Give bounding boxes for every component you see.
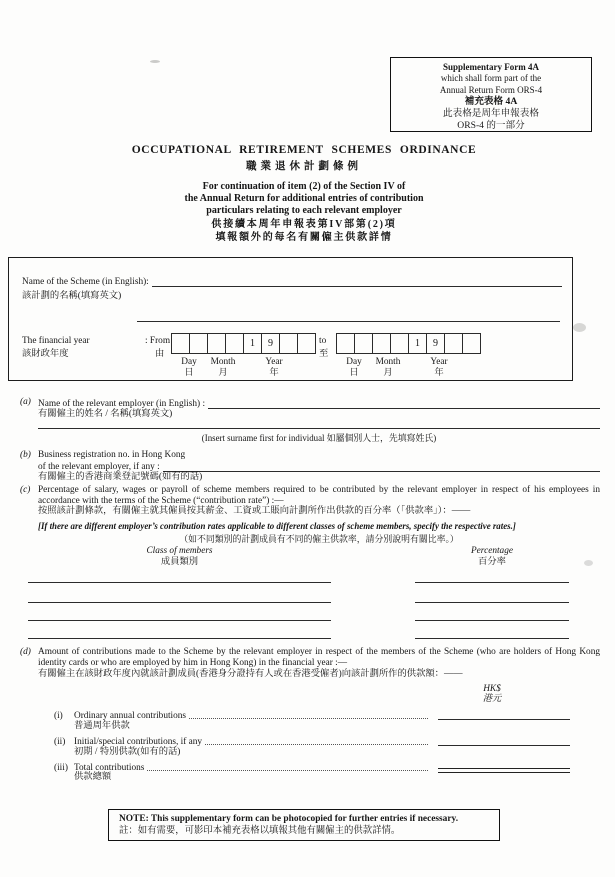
date-cell[interactable] xyxy=(171,333,190,354)
contribution-rate-text-zh: 按照該計劃條款，有關僱主就其僱員按其薪金、工資或工賬向計劃所作出供款的百分率（「供款率」）：—— xyxy=(38,506,471,516)
from-label-zh: 由 xyxy=(155,349,165,359)
page-title: OCCUPATIONAL RETIREMENT SCHEMES ORDINANCE xyxy=(131,144,477,156)
date-cell[interactable] xyxy=(297,333,316,354)
to-month-label: Month xyxy=(375,357,401,367)
contribution-amount-text: Amount of contributions made to the Scheme by the relevant employer in respect of the members of the Scheme (who are holders of Hong Kong identity cards or who are employed by him in Hong Kong) in the financial year :— xyxy=(38,647,600,668)
date-cell[interactable]: 9 xyxy=(261,333,280,354)
subtitle-line1-zh: 供接續本周年申報表第IV部第(2)項 xyxy=(211,219,397,230)
from-year-label-zh: 年 xyxy=(269,368,279,378)
initial-contributions-row xyxy=(54,735,430,747)
scheme-name-input-line[interactable] xyxy=(152,275,562,287)
currency-label: HK$ xyxy=(483,684,501,694)
supplementary-form-ref-box xyxy=(390,57,592,132)
ref-box-title: Supplementary Form 4A xyxy=(443,62,539,72)
employer-name-input-line[interactable] xyxy=(208,397,600,409)
class-of-members-input-line[interactable] xyxy=(28,601,331,603)
initial-contributions-input-line[interactable] xyxy=(438,744,570,746)
date-cell[interactable]: 9 xyxy=(426,333,445,354)
ordinary-contributions-input-line[interactable] xyxy=(438,718,570,720)
brn-label-zh: 有關僱主的香港商業登記號碼(如有的話) xyxy=(38,472,203,482)
initial-contributions-label-zh: 初期 / 特別供款(如有的話) xyxy=(74,747,181,757)
item-iii-number: (iii) xyxy=(54,762,68,773)
dotted-leader xyxy=(189,709,428,719)
financial-year-label: The financial year xyxy=(22,336,90,346)
class-of-members-input-line[interactable] xyxy=(28,581,331,583)
date-cell[interactable] xyxy=(207,333,226,354)
ref-box-line5-zh: 此表格是周年申報表格 xyxy=(443,107,539,119)
date-to-cells xyxy=(337,333,481,354)
ref-box-line3: Annual Return Form ORS-4 xyxy=(439,84,543,95)
to-year-label: Year xyxy=(430,357,448,367)
scheme-name-label-zh: 該計劃的名稱(填寫英文) xyxy=(22,291,122,301)
to-month-label-zh: 月 xyxy=(383,368,393,378)
from-month-label: Month xyxy=(210,357,236,367)
surname-caption: (Insert surname first for individual 如屬個別人士，先填寫姓氏) xyxy=(201,433,437,443)
class-of-members-input-line[interactable] xyxy=(28,637,331,639)
from-label: : From xyxy=(145,336,171,346)
scan-artifact xyxy=(584,560,593,566)
to-day-label-zh: 日 xyxy=(349,368,359,378)
brn-row xyxy=(38,460,600,472)
scheme-name-row xyxy=(22,275,562,287)
class-of-members-header: Class of members xyxy=(146,546,213,556)
scan-artifact xyxy=(573,323,586,332)
note-box xyxy=(108,809,500,841)
from-month-label-zh: 月 xyxy=(218,368,228,378)
date-cell[interactable] xyxy=(279,333,298,354)
from-day-label-zh: 日 xyxy=(184,368,194,378)
date-cell[interactable] xyxy=(390,333,409,354)
subtitle-line3: particulars relating to each relevant employer xyxy=(206,205,402,216)
class-of-members-input-line[interactable] xyxy=(28,619,331,621)
brn-input-line[interactable] xyxy=(163,460,600,472)
page-title-zh: 職業退休計劃條例 xyxy=(246,161,362,172)
to-day-label: Day xyxy=(346,357,362,367)
total-contributions-label: Total contributions xyxy=(74,762,145,773)
ordinary-contributions-label-zh: 普通周年供款 xyxy=(74,721,130,731)
date-cell[interactable]: 1 xyxy=(243,333,262,354)
item-i-number: (i) xyxy=(54,710,63,721)
employer-name-label-zh: 有關僱主的姓名 / 名稱(填寫英文) xyxy=(38,409,173,419)
date-cell[interactable] xyxy=(372,333,391,354)
subtitle-line2: the Annual Return for additional entries of contribution xyxy=(184,193,424,204)
ref-box-line2: which shall form part of the xyxy=(440,73,542,84)
ref-box-line6-zh: ORS-4 的一部分 xyxy=(457,119,525,131)
scheme-name-input-line-2[interactable] xyxy=(137,320,560,322)
section-a-number: (a) xyxy=(20,397,31,407)
contribution-amount-text-zh: 有關僱主在該財政年度內就該計劃成員(香港身分證持有人或在香港受僱者)向該計劃所作的供款額：—— xyxy=(38,669,463,679)
dotted-leader xyxy=(147,761,428,771)
total-contributions-label-zh: 供款總額 xyxy=(74,772,112,782)
to-label-zh: 至 xyxy=(319,349,329,359)
class-of-members-header-zh: 成員類別 xyxy=(160,557,199,567)
initial-contributions-label: Initial/special contributions, if any xyxy=(74,736,203,747)
note-text-zh: 註：如有需要，可影印本補充表格以填報其他有關僱主的供款詳情。 xyxy=(119,825,401,836)
date-cell[interactable] xyxy=(225,333,244,354)
different-rates-note: [If there are different employer’s contribution rates applicable to different classes of scheme members, specify the respective rates.] xyxy=(38,521,516,531)
different-rates-note-zh: （如不同類別的計劃成員有不同的僱主供款率，請分別說明有關比率。） xyxy=(179,534,459,544)
section-d-number: (d) xyxy=(20,647,31,657)
percentage-input-line[interactable] xyxy=(415,637,569,639)
date-cell[interactable] xyxy=(462,333,481,354)
total-contributions-input-line[interactable] xyxy=(438,768,570,773)
scheme-info-box xyxy=(8,257,573,381)
percentage-input-line[interactable] xyxy=(415,581,569,583)
date-cell[interactable] xyxy=(444,333,463,354)
contribution-rate-text: Percentage of salary, wages or payroll of scheme members required to be contributed by the relevant employer in respect of his employees in accordance with the terms of the Scheme (“contribution rate”) :— xyxy=(38,485,600,506)
section-c-number: (c) xyxy=(20,485,31,495)
employer-name-label: Name of the relevant employer (in English) : xyxy=(38,398,206,409)
section-b-number: (b) xyxy=(20,450,31,460)
subtitle-line2-zh: 填報額外的每名有關僱主供款詳情 xyxy=(215,232,393,243)
ordinary-contributions-label: Ordinary annual contributions xyxy=(74,710,187,721)
brn-label-line2: of the relevant employer, if any : xyxy=(38,461,160,472)
ordinary-contributions-row xyxy=(54,709,430,721)
note-text: NOTE: This supplementary form can be photocopied for further entries if necessary. xyxy=(119,814,459,824)
brn-label-line1: Business registration no. in Hong Kong xyxy=(38,450,186,460)
date-from-cells xyxy=(172,333,316,354)
item-ii-number: (ii) xyxy=(54,736,66,747)
percentage-input-line[interactable] xyxy=(415,601,569,603)
date-cell[interactable] xyxy=(354,333,373,354)
currency-label-zh: 港元 xyxy=(482,694,502,704)
date-cell[interactable]: 1 xyxy=(408,333,427,354)
subtitle-line1: For continuation of item (2) of the Section IV of xyxy=(202,181,406,192)
scheme-name-label: Name of the Scheme (in English): xyxy=(22,276,149,287)
to-label: to xyxy=(319,336,327,346)
percentage-header-zh: 百分率 xyxy=(478,557,506,567)
date-cell[interactable] xyxy=(336,333,355,354)
to-year-label-zh: 年 xyxy=(434,368,444,378)
percentage-input-line[interactable] xyxy=(415,619,569,621)
dotted-leader xyxy=(205,735,428,745)
from-year-label: Year xyxy=(265,357,283,367)
employer-name-row xyxy=(38,397,600,409)
percentage-header: Percentage xyxy=(471,546,513,556)
date-cell[interactable] xyxy=(189,333,208,354)
employer-name-input-line-2[interactable] xyxy=(38,427,600,429)
from-day-label: Day xyxy=(181,357,197,367)
scan-artifact xyxy=(150,60,160,63)
ref-box-title-zh: 補充表格 4A xyxy=(464,95,518,107)
financial-year-label-zh: 該財政年度 xyxy=(22,349,69,359)
